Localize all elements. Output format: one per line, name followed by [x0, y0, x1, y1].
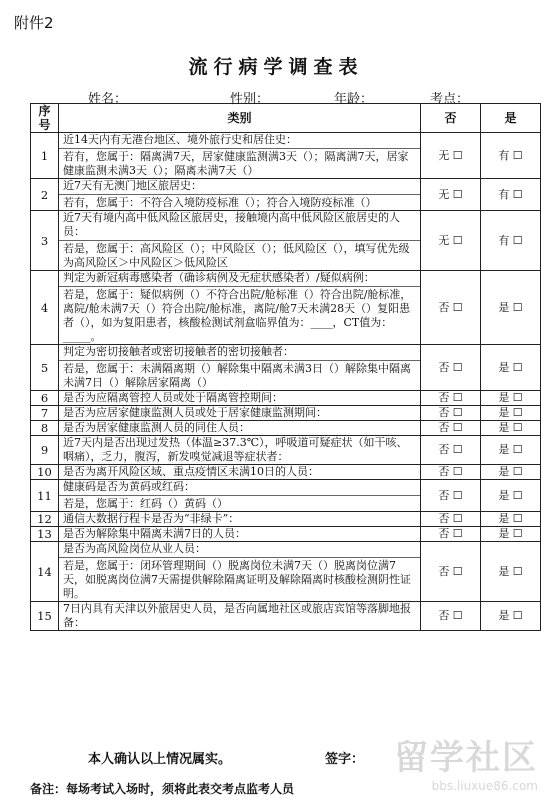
row-question: 通信大数据行程卡是否为“非绿卡”：: [63, 512, 240, 525]
row-question: 近7天有无澳门地区旅居史：: [63, 179, 202, 192]
row-category: [59, 542, 421, 602]
exam-site-field-label: 考点：: [430, 92, 470, 107]
option-yes-checkbox[interactable]: 是 ☐: [481, 465, 541, 480]
row-number: 9: [31, 436, 59, 465]
option-yes-checkbox[interactable]: 是 ☐: [481, 480, 541, 512]
table-row: [31, 133, 541, 179]
option-no-checkbox[interactable]: 否 ☐: [421, 345, 481, 391]
header-no: 序号: [31, 104, 59, 133]
row-question: 判定为新冠病毒感染者（确诊病例及无症状感染者）/疑似病例：: [63, 271, 375, 284]
row-number: 14: [31, 542, 59, 602]
table-row: [31, 271, 541, 345]
watermark-logo: [394, 730, 538, 793]
row-number: 2: [31, 179, 59, 211]
form-title: 流行病学调查表: [188, 56, 364, 78]
attachment-label: 附件2: [14, 14, 54, 32]
row-number: 7: [31, 406, 59, 421]
row-number: 6: [31, 391, 59, 406]
option-yes-checkbox[interactable]: 是 ☐: [481, 542, 541, 602]
row-number: 8: [31, 421, 59, 436]
row-number: 11: [31, 480, 59, 512]
option-no-checkbox[interactable]: 否 ☐: [421, 542, 481, 602]
header-category: 类别: [59, 104, 421, 133]
option-no-checkbox[interactable]: 无 ☐: [421, 133, 481, 179]
row-question: 是否为解除集中隔离未满7日的人员：: [63, 527, 246, 540]
row-subquestion: 若是，您属于：红码（）黄码（）: [59, 495, 420, 511]
declaration: 本人确认以上情况属实。: [88, 752, 232, 767]
row-category: [59, 179, 421, 211]
row-question: 判定为密切接触者或密切接触者的密切接触者：: [63, 345, 294, 358]
row-question: 健康码是否为黄码或红码：: [63, 480, 195, 493]
table-row: [31, 512, 541, 527]
row-number: 15: [31, 602, 59, 631]
row-question: 是否为离开风险区域、重点疫情区未满10日的人员：: [63, 465, 319, 478]
option-no-checkbox[interactable]: 否 ☐: [421, 465, 481, 480]
table-row: [31, 436, 541, 465]
row-number: 12: [31, 512, 59, 527]
option-yes-checkbox[interactable]: 是 ☐: [481, 512, 541, 527]
row-number: 10: [31, 465, 59, 480]
row-category: [59, 512, 421, 527]
row-category: [59, 602, 421, 631]
row-number: 5: [31, 345, 59, 391]
row-subquestion: 若有，您属于：不符合入境防疫标准（）；符合入境防疫标准（）: [59, 194, 420, 210]
row-category: [59, 391, 421, 406]
table-row: [31, 211, 541, 271]
row-category: [59, 345, 421, 391]
row-category: [59, 211, 421, 271]
row-subquestion: 若是，您属于：未满隔离期（）解除集中隔离未满3日（）解除集中隔离未满7日（）解除居家隔离（）: [59, 360, 420, 390]
row-category: [59, 421, 421, 436]
row-question: 7日内具有天津以外旅居史人员，是否向属地社区或旅店宾馆等落脚地报备：: [63, 602, 411, 629]
row-number: 13: [31, 527, 59, 542]
option-yes-checkbox[interactable]: 有 ☐: [481, 133, 541, 179]
option-yes-checkbox[interactable]: 是 ☐: [481, 436, 541, 465]
table-row: [31, 421, 541, 436]
row-question: 是否为应居家健康监测人员或处于居家健康监测期间：: [63, 406, 327, 419]
age-field-label: 年龄：: [334, 92, 374, 107]
signature-label: 签字：: [325, 752, 365, 767]
row-subquestion: 若有，您属于：隔离满7天，居家健康监测满3天（）；隔离满7天，居家健康监测未满3天（）；隔离未满7天（）: [59, 148, 420, 178]
table-row: [31, 391, 541, 406]
note: 备注：每场考试入场时，须将此表交考点监考人员: [30, 782, 295, 796]
row-category: [59, 465, 421, 480]
row-question: 近14天内有无港台地区、境外旅行史和居住史：: [63, 133, 297, 146]
table-row: [31, 345, 541, 391]
table-row: [31, 602, 541, 631]
row-question: 是否为高风险岗位从业人员：: [63, 542, 206, 555]
row-category: [59, 436, 421, 465]
row-question: 近7天有境内高中低风险区旅居史，接触境内高中低风险区旅居史的人员：: [63, 211, 400, 238]
option-no-checkbox[interactable]: 否 ☐: [421, 527, 481, 542]
row-category: [59, 271, 421, 345]
row-category: [59, 133, 421, 179]
watermark-text: 留学社区: [394, 738, 538, 778]
table-row: [31, 406, 541, 421]
row-category: [59, 480, 421, 512]
option-no-checkbox[interactable]: 否 ☐: [421, 436, 481, 465]
option-yes-checkbox[interactable]: 是 ☐: [481, 406, 541, 421]
row-number: 1: [31, 133, 59, 179]
survey-table: [30, 103, 541, 631]
row-question: 是否为居家健康监测人员的同住人员：: [63, 421, 250, 434]
option-yes-checkbox[interactable]: 是 ☐: [481, 271, 541, 345]
option-no-checkbox[interactable]: 无 ☐: [421, 211, 481, 271]
option-yes-checkbox[interactable]: 是 ☐: [481, 602, 541, 631]
row-subquestion: 若是，您属于：疑似病例（）不符合出院/舱标准（）符合出院/舱标准，离院/舱未满7天（）符合出院/舱标准，离院/舱7天未满28天（）复阳患者（），如为复阳患者，核酸检测试剂盒临界值为：____，CT值为：_____。: [59, 286, 420, 344]
option-yes-checkbox[interactable]: 是 ☐: [481, 421, 541, 436]
row-number: 3: [31, 211, 59, 271]
row-question: 是否为应隔离管控人员或处于隔离管控期间：: [63, 391, 283, 404]
name-field-label: 姓名：: [88, 92, 128, 107]
header-positive: 是: [481, 104, 541, 133]
table-row: [31, 480, 541, 512]
option-no-checkbox[interactable]: 否 ☐: [421, 391, 481, 406]
option-no-checkbox[interactable]: 否 ☐: [421, 512, 481, 527]
row-category: [59, 527, 421, 542]
row-subquestion: 若是，您属于：高风险区（）；中风险区（）；低风险区（），填写优先级为高风险区＞中风险区＞低风险区: [59, 240, 420, 270]
header-negative: 否: [421, 104, 481, 133]
watermark-url: bbs.liuxue86.com: [431, 779, 538, 793]
option-yes-checkbox[interactable]: 是 ☐: [481, 527, 541, 542]
option-no-checkbox[interactable]: 否 ☐: [421, 271, 481, 345]
option-yes-checkbox[interactable]: 有 ☐: [481, 179, 541, 211]
gender-field-label: 性别：: [230, 92, 270, 107]
row-question: 近7天内是否出现过发热（体温≥37.3℃），呼吸道可疑症状（如干咳、咽痛），乏力，腹泻，新发嗅觉减退等症状者：: [63, 436, 408, 463]
row-number: 4: [31, 271, 59, 345]
table-row: [31, 542, 541, 602]
table-row: [31, 527, 541, 542]
table-header-row: [31, 104, 541, 133]
option-no-checkbox[interactable]: 否 ☐: [421, 406, 481, 421]
table-row: [31, 465, 541, 480]
option-no-checkbox[interactable]: 无 ☐: [421, 179, 481, 211]
table-row: [31, 179, 541, 211]
row-subquestion: 若是，您属于：闭环管理期间（）脱离岗位未满7天（）脱离岗位满7天，如脱离岗位满7天需提供解除隔离证明及解除隔离时核酸检测阴性证明。: [59, 557, 420, 601]
option-yes-checkbox[interactable]: 有 ☐: [481, 211, 541, 271]
option-no-checkbox[interactable]: 否 ☐: [421, 602, 481, 631]
option-yes-checkbox[interactable]: 是 ☐: [481, 391, 541, 406]
option-no-checkbox[interactable]: 否 ☐: [421, 480, 481, 512]
option-no-checkbox[interactable]: 否 ☐: [421, 421, 481, 436]
row-category: [59, 406, 421, 421]
option-yes-checkbox[interactable]: 是 ☐: [481, 345, 541, 391]
